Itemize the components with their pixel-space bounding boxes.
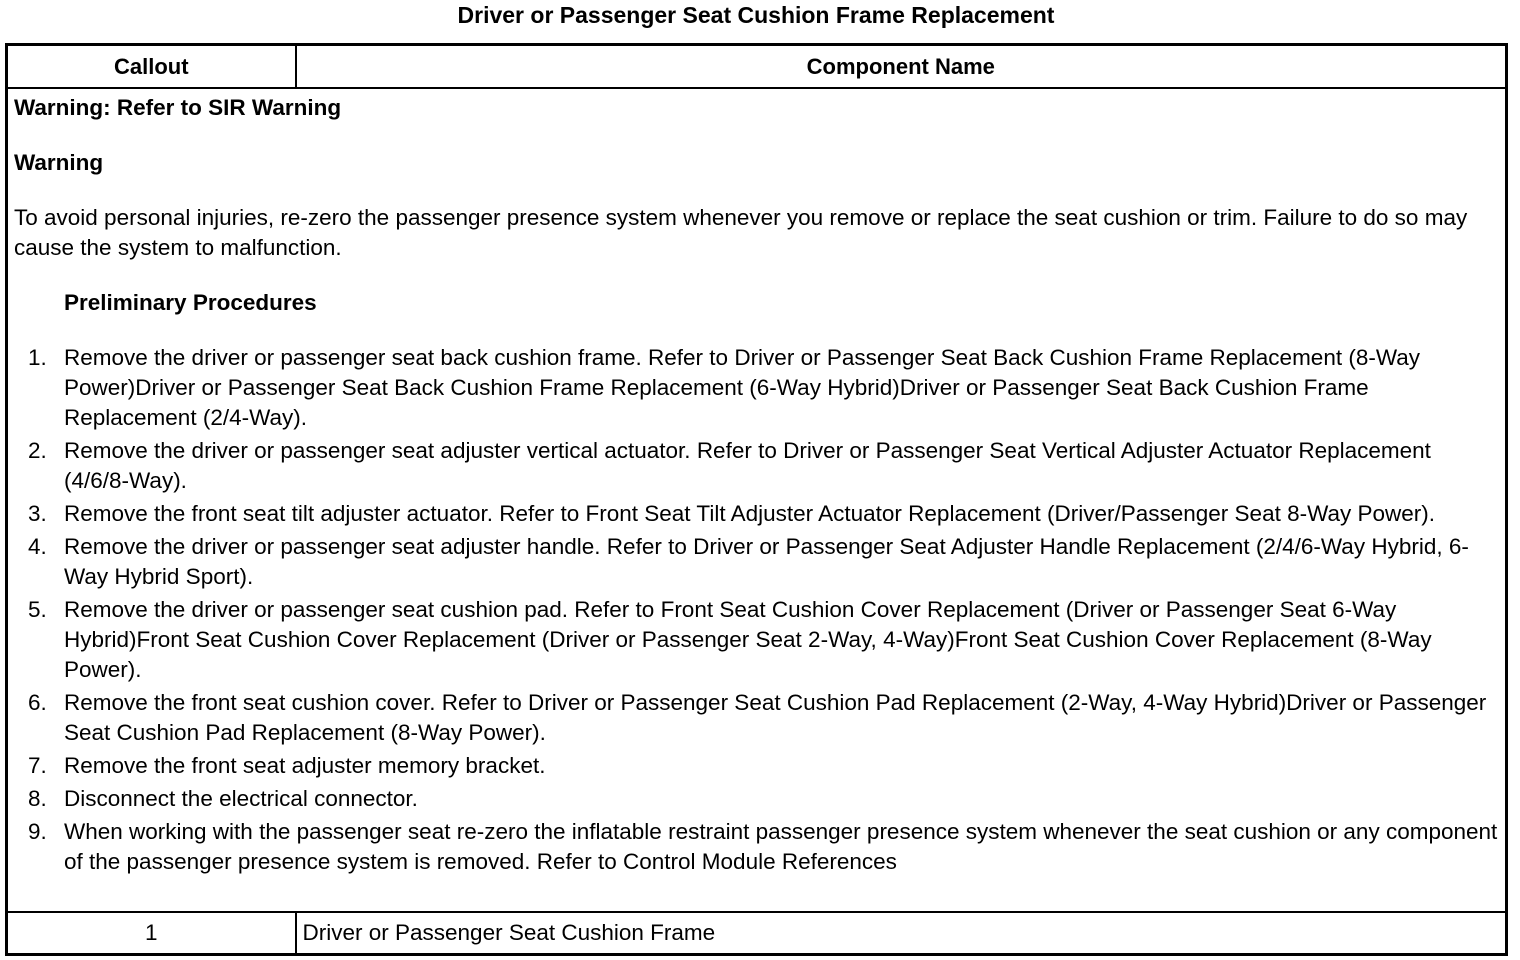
preliminary-procedures-heading: Preliminary Procedures — [64, 290, 317, 315]
step-number: 3. — [28, 501, 47, 526]
sir-warning-heading: Warning: Refer to SIR Warning — [14, 95, 342, 120]
procedure-step — [14, 784, 1499, 814]
step-number: 7. — [28, 753, 47, 778]
warning-heading: Warning — [14, 150, 104, 175]
step-text: Remove the front seat tilt adjuster actuator. Refer to Front Seat Tilt Adjuster Actuator Replacement (Driver/Passenger Seat 8-Way Power). — [64, 501, 1436, 526]
page-title: Driver or Passenger Seat Cushion Frame Replacement — [457, 2, 1055, 28]
step-text: Remove the front seat cushion cover. Refer to Driver or Passenger Seat Cushion Pad Replacement (2-Way, 4-Way Hybrid)Driver or Passenger Seat Cushion Pad Replacement (8-Way Power). — [64, 690, 1487, 745]
callout-header: Callout — [7, 45, 296, 89]
step-text: Disconnect the electrical connector. — [64, 786, 418, 811]
step-number: 9. — [28, 819, 47, 844]
step-text: Remove the driver or passenger seat adjuster handle. Refer to Driver or Passenger Seat Adjuster Handle Replacement (2/4/6-Way Hybrid, 6-Way Hybrid Sport). — [64, 534, 1469, 589]
step-text: Remove the driver or passenger seat adjuster vertical actuator. Refer to Driver or Passenger Seat Vertical Adjuster Actuator Replacement (4/6/8-Way). — [64, 438, 1431, 493]
table-header-row — [7, 45, 1507, 89]
step-text: Remove the front seat adjuster memory bracket. — [64, 753, 546, 778]
step-number: 6. — [28, 690, 47, 715]
procedure-step — [14, 595, 1499, 685]
table-row — [7, 912, 1507, 955]
step-number: 4. — [28, 534, 47, 559]
step-number: 5. — [28, 597, 47, 622]
component-name-header: Component Name — [296, 45, 1507, 89]
step-number: 8. — [28, 786, 47, 811]
procedure-content-row — [7, 88, 1507, 912]
step-number: 1. — [28, 345, 47, 370]
procedure-step — [14, 532, 1499, 592]
procedure-step — [14, 751, 1499, 781]
step-text: Remove the driver or passenger seat cushion pad. Refer to Front Seat Cushion Cover Replacement (Driver or Passenger Seat 6-Way Hybrid)Front Seat Cushion Cover Replacement (Driver or Passenger Seat 2-Way, 4-Way)Front Seat Cushion Cover Replacement (8-Way Power). — [64, 597, 1432, 682]
procedure-step — [14, 436, 1499, 496]
procedure-step — [14, 499, 1499, 529]
procedure-table — [5, 43, 1508, 956]
component-name-cell: Driver or Passenger Seat Cushion Frame — [296, 912, 1507, 955]
procedure-step — [14, 688, 1499, 748]
warning-text: To avoid personal injuries, re-zero the passenger presence system whenever you remove or replace the seat cushion or trim. Failure to do so may cause the system to malfunction. — [14, 205, 1468, 260]
step-text: When working with the passenger seat re-zero the inflatable restraint passenger presence system whenever the seat cushion or any component of the passenger presence system is removed. Refer to Control Module References — [64, 819, 1498, 874]
step-text: Remove the driver or passenger seat back cushion frame. Refer to Driver or Passenger Seat Back Cushion Frame Replacement (8-Way Power)Driver or Passenger Seat Back Cushion Frame Replacement (6-Way Hybrid)Driver or Passenger Seat Back Cushion Frame Replacement (2/4-Way). — [64, 345, 1420, 430]
procedure-content — [7, 88, 1507, 912]
callout-cell: 1 — [7, 912, 296, 955]
procedure-step — [14, 343, 1499, 433]
procedure-step — [14, 817, 1499, 877]
step-number: 2. — [28, 438, 47, 463]
procedure-steps — [14, 343, 1499, 877]
